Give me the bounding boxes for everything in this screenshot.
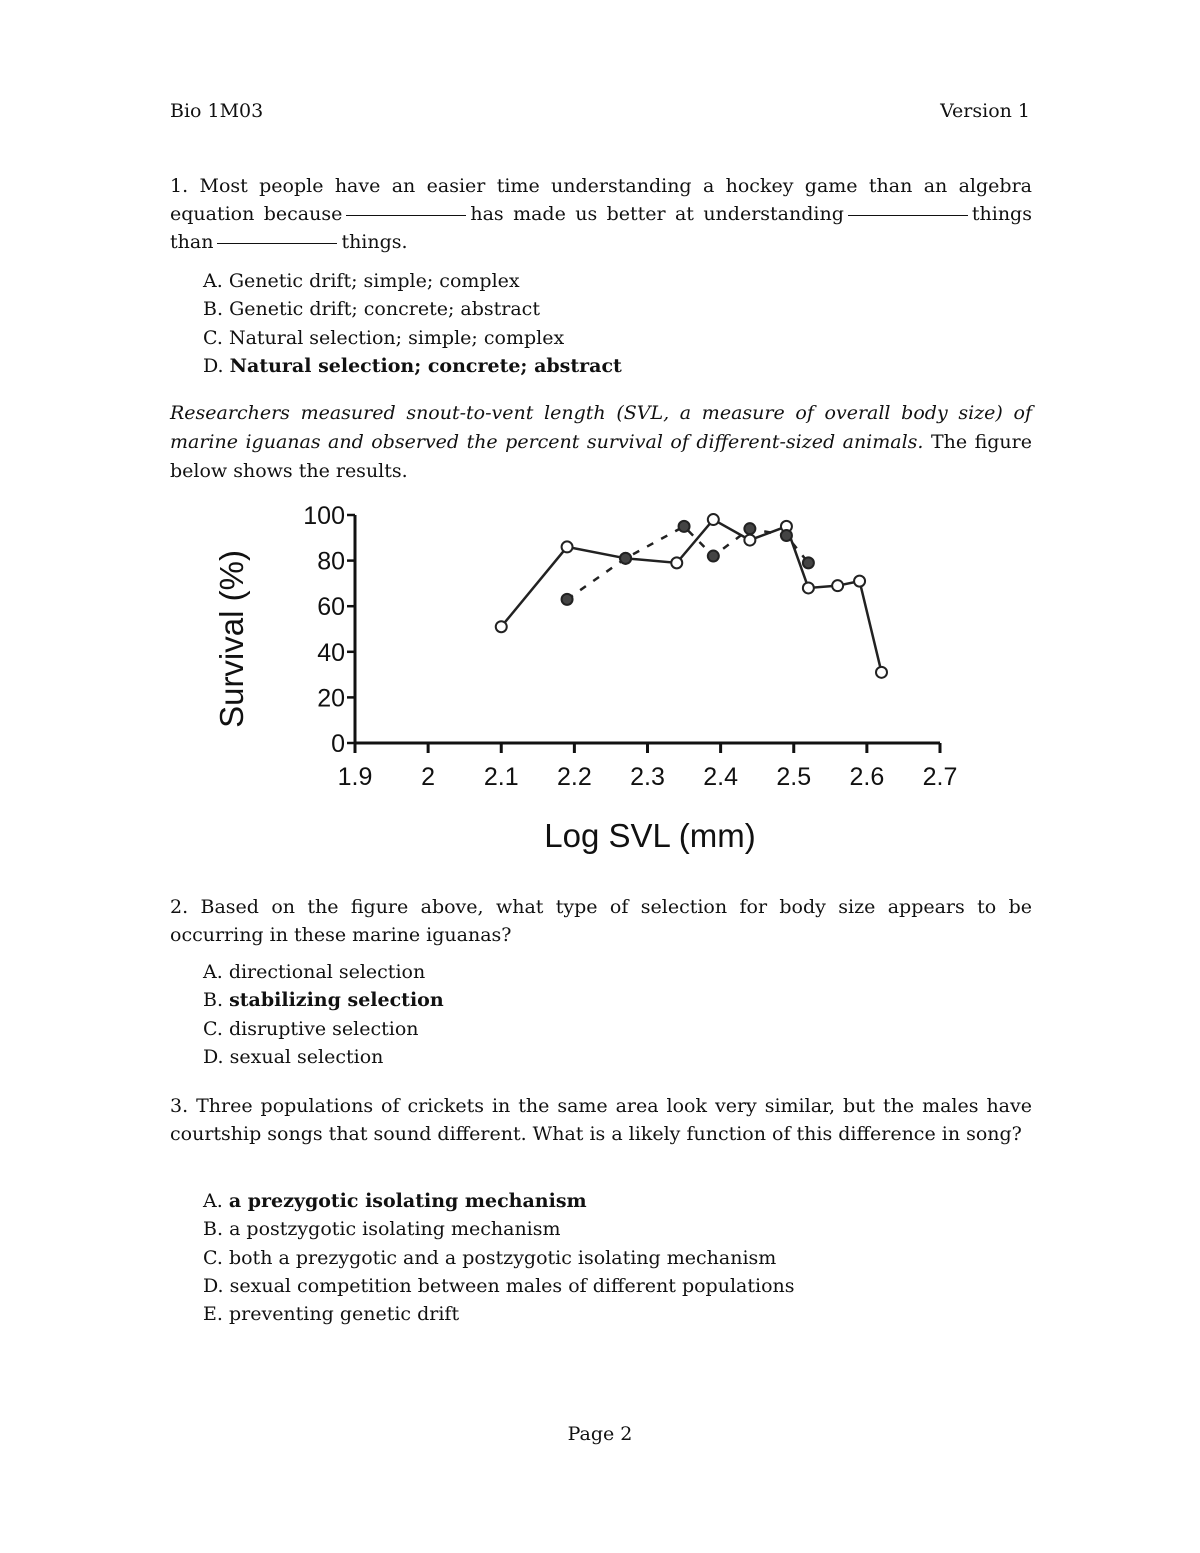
- y-tick-label: 20: [317, 684, 345, 713]
- data-point-solid: [854, 576, 865, 587]
- x-tick-label: 2: [421, 763, 436, 791]
- option-b: B. a postzygotic isolating mechanism: [203, 1218, 561, 1241]
- question-1-stem: [170, 172, 1032, 256]
- question-text: Based on the figure above, what type of selection for body size appears to be occurring in these marine iguanas?: [170, 896, 1032, 946]
- option-e: E. preventing genetic drift: [203, 1303, 460, 1326]
- y-tick-label: 0: [331, 730, 345, 758]
- y-tick-label: 40: [317, 638, 345, 667]
- series-line-solid: [501, 520, 881, 673]
- data-point-solid: [671, 557, 682, 568]
- question-2-stem: [170, 893, 1032, 949]
- data-point-solid: [744, 535, 755, 546]
- question-1-options: [203, 267, 622, 380]
- data-point-dashed: [620, 553, 631, 564]
- option-d: D. sexual selection: [203, 1045, 384, 1068]
- option-b: B. Genetic drift; concrete; abstract: [203, 298, 540, 321]
- question-3-options: [203, 1187, 795, 1328]
- data-point-solid: [876, 667, 887, 678]
- question-text: has made us better at understanding: [470, 203, 844, 225]
- answer-blank: [217, 242, 337, 244]
- x-tick-label: 2.3: [630, 763, 665, 791]
- answer-blank: [346, 214, 466, 216]
- question-2-options: [203, 958, 444, 1071]
- question-number: 3.: [170, 1095, 189, 1117]
- question-number: 2.: [170, 896, 189, 918]
- option-d-correct: D. Natural selection; concrete; abstract: [203, 354, 622, 377]
- data-point-solid: [803, 582, 814, 593]
- data-point-solid: [708, 514, 719, 525]
- option-a: A. directional selection: [203, 961, 426, 983]
- option-b-correct: B. stabilizing selection: [203, 989, 444, 1012]
- question-3-stem: [170, 1092, 1032, 1148]
- x-tick-label: 2.5: [776, 763, 812, 791]
- y-tick-label: 60: [317, 593, 345, 622]
- question-text: Three populations of crickets in the same area look very similar, but the males have courtship songs that sound different. What is a likely function of this difference in song?: [170, 1095, 1032, 1145]
- x-tick-label: 2.4: [703, 763, 739, 791]
- data-point-dashed: [781, 530, 792, 541]
- x-tick-label: 2.1: [483, 763, 519, 791]
- y-tick-label: 100: [303, 502, 345, 530]
- intro-plain: The figure below shows the results.: [170, 431, 1032, 482]
- survival-chart: [195, 495, 985, 875]
- page-number: Page 2: [567, 1423, 633, 1445]
- data-point-solid: [832, 580, 843, 591]
- version-label: Version 1: [940, 100, 1030, 122]
- y-tick-label: 80: [317, 547, 345, 576]
- x-tick-label: 2.7: [922, 763, 958, 791]
- option-c: C. both a prezygotic and a postzygotic isolating mechanism: [203, 1246, 777, 1269]
- x-tick-label: 2.2: [556, 763, 592, 791]
- x-tick-label: 2.6: [849, 763, 885, 791]
- figure-intro: [170, 399, 1032, 486]
- x-tick-label: 1.9: [337, 763, 373, 791]
- data-point-dashed: [562, 594, 573, 605]
- option-c: C. Natural selection; simple; complex: [203, 326, 565, 349]
- data-point-dashed: [803, 557, 814, 568]
- data-point-dashed: [708, 551, 719, 562]
- course-code: Bio 1M03: [170, 100, 264, 122]
- option-d: D. sexual competition between males of different populations: [203, 1274, 795, 1297]
- series-line-dashed: [567, 526, 808, 599]
- x-axis-label: Log SVL (mm): [544, 817, 756, 854]
- data-point-dashed: [679, 521, 690, 532]
- intro-italic: Researchers measured snout-to-vent length (SVL, a measure of overall body size) of marine iguanas and observed the percent survival of different-sized animals.: [170, 402, 1032, 453]
- question-text: things.: [341, 231, 408, 253]
- question-text: Most people have an easier time understanding a hockey game than an algebra equation because: [170, 175, 1032, 225]
- data-point-dashed: [744, 523, 755, 534]
- answer-blank: [848, 214, 968, 216]
- option-a-correct: A. a prezygotic isolating mechanism: [203, 1190, 587, 1212]
- y-axis-label: Survival (%): [213, 550, 250, 728]
- question-text: things than: [170, 203, 1032, 253]
- option-c: C. disruptive selection: [203, 1017, 419, 1040]
- data-point-solid: [496, 621, 507, 632]
- question-number: 1.: [170, 175, 189, 197]
- option-a: A. Genetic drift; simple; complex: [203, 270, 520, 292]
- data-point-solid: [562, 541, 573, 552]
